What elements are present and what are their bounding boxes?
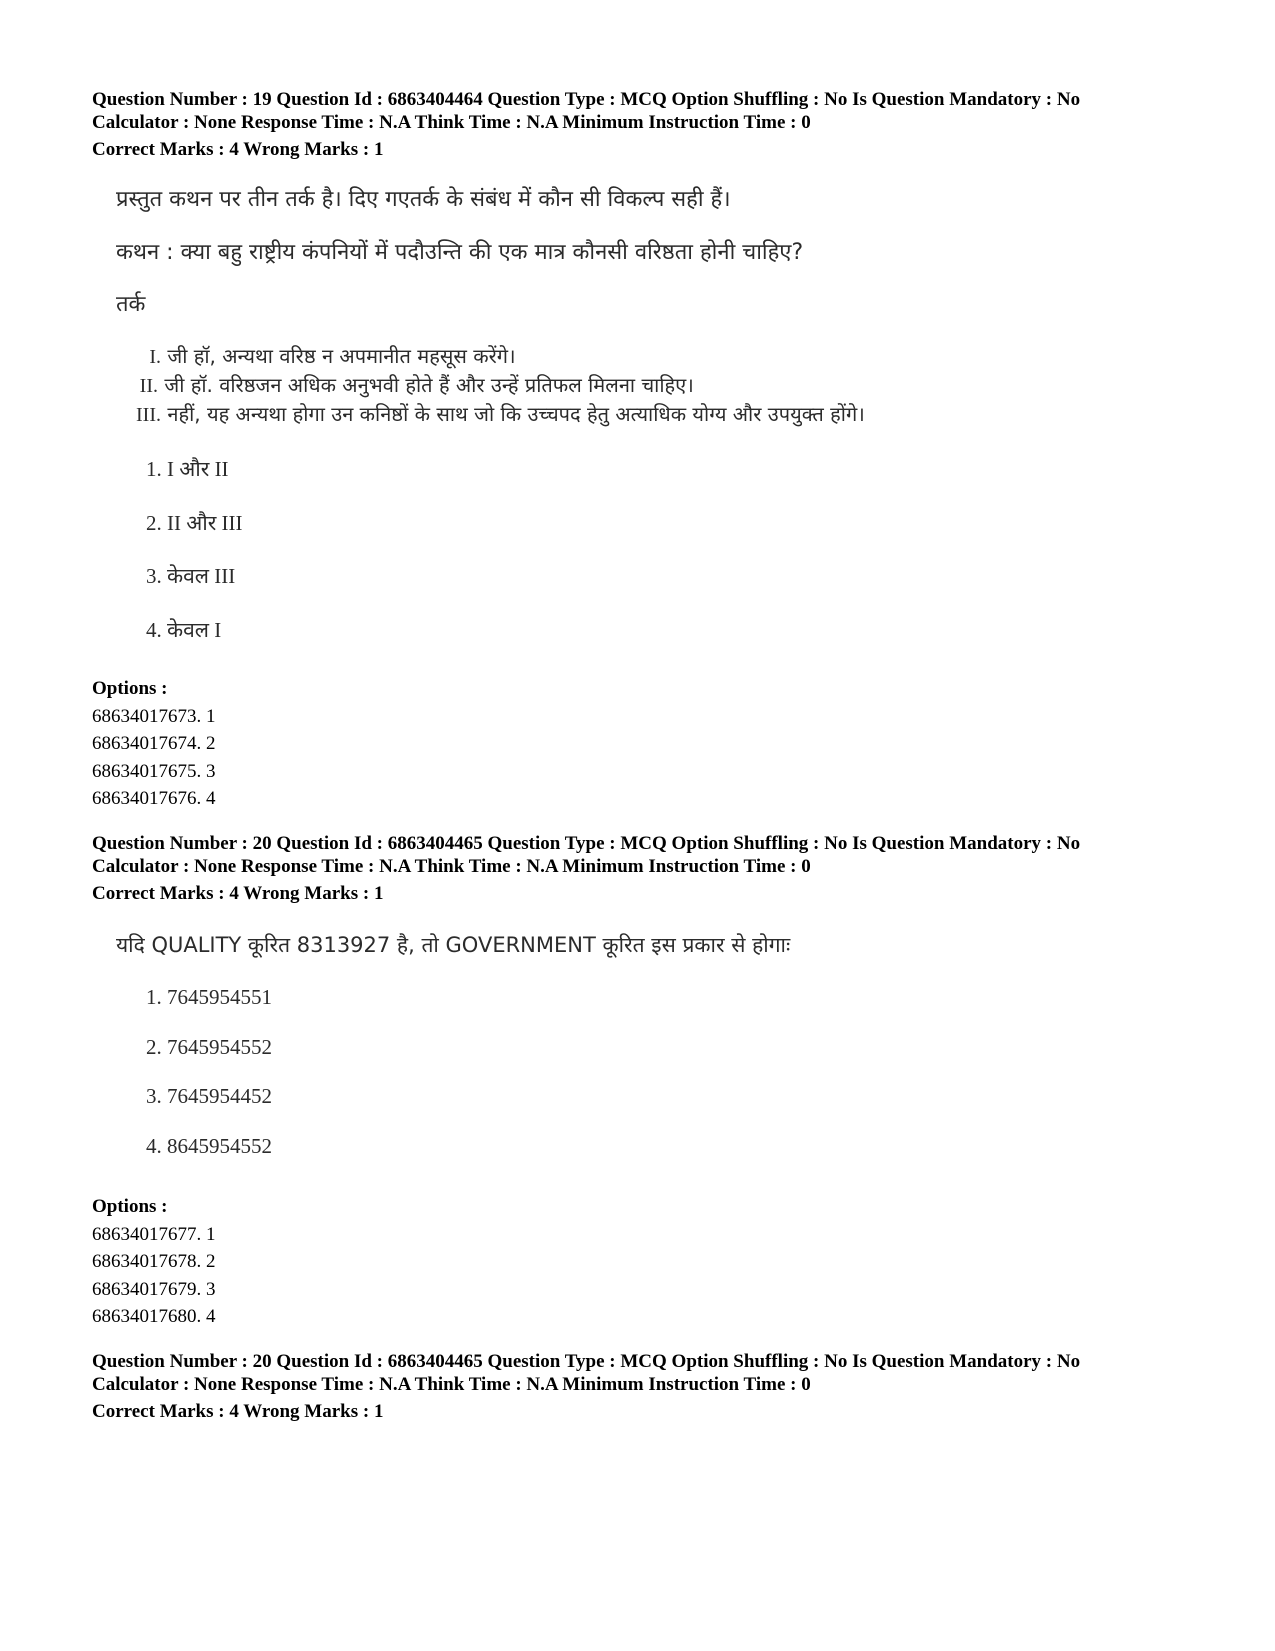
argument-number: I. (149, 346, 161, 368)
answer-choice-1: 1. I और II (146, 457, 229, 481)
question-body (116, 185, 1116, 655)
question-intro: प्रस्तुत कथन पर तीन तर्क है। दिए गएतर्क के संबंध में कौन सी विकल्प सही हैं। (116, 187, 731, 212)
option-item: 68634017676. 4 (92, 788, 216, 809)
options-title: Options : (92, 678, 168, 699)
marks-line: Correct Marks : 4 Wrong Marks : 1 (92, 139, 384, 160)
question-meta (92, 88, 1212, 161)
question-settings-line: Calculator : None Response Time : N.A Think Time : N.A Minimum Instruction Time : 0 (92, 112, 811, 133)
option-item: 68634017679. 3 (92, 1278, 216, 1300)
question-header-line: Question Number : 20 Question Id : 6863404465 Question Type : MCQ Option Shuffling : No Is Question Mandatory : No (92, 833, 1081, 854)
answer-choice-4: 4. केवल I (146, 618, 222, 642)
options-list (92, 1193, 216, 1331)
options-title: Options : (92, 1196, 168, 1217)
answer-choice-2: 2. II और III (146, 511, 243, 535)
question-statement: कथन : क्या बहु राष्ट्रीय कंपनियों में पदौउन्ति की एक मात्र कौनसी वरिष्ठता होनी चाहिए? (116, 240, 804, 265)
answer-choice-3: 3. 7645954452 (146, 1084, 272, 1108)
option-item: 68634017673. 1 (92, 705, 216, 727)
argument-item (116, 400, 865, 429)
argument-number: III. (136, 404, 161, 426)
option-item: 68634017678. 2 (92, 1251, 216, 1272)
options-list (92, 675, 216, 813)
answer-choice-4: 4. 8645954552 (146, 1134, 272, 1158)
argument-text: जी हॉ. वरिष्ठजन अधिक अनुभवी होते हैं और उन्हें प्रतिफल मिलना चाहिए। (164, 373, 694, 397)
question-header-line: Question Number : 20 Question Id : 6863404465 Question Type : MCQ Option Shuffling : No Is Question Mandatory : No (92, 1351, 1081, 1372)
question-settings-line: Calculator : None Response Time : N.A Think Time : N.A Minimum Instruction Time : 0 (92, 856, 811, 877)
question-body (116, 930, 1116, 1180)
question-header-line: Question Number : 19 Question Id : 6863404464 Question Type : MCQ Option Shuffling : No Is Question Mandatory : No (92, 89, 1081, 110)
argument-number: II. (139, 375, 158, 397)
marks-line: Correct Marks : 4 Wrong Marks : 1 (92, 1401, 384, 1422)
option-item: 68634017677. 1 (92, 1223, 216, 1245)
option-item: 68634017675. 3 (92, 760, 216, 782)
question-settings-line: Calculator : None Response Time : N.A Think Time : N.A Minimum Instruction Time : 0 (92, 1374, 811, 1395)
question-meta (92, 1350, 1212, 1423)
answer-choice-3: 3. केवल III (146, 564, 236, 588)
marks-line: Correct Marks : 4 Wrong Marks : 1 (92, 883, 384, 904)
argument-item (116, 371, 694, 400)
option-item: 68634017680. 4 (92, 1306, 216, 1327)
answer-choice-2: 2. 7645954552 (146, 1035, 272, 1059)
answer-choice-1: 1. 7645954551 (146, 985, 272, 1009)
question-intro: यदि QUALITY कूरित 8313927 है, तो GOVERNMENT कूरित इस प्रकार से होगाः (116, 933, 791, 957)
question-meta (92, 832, 1212, 905)
option-item: 68634017674. 2 (92, 733, 216, 754)
argument-item (116, 342, 516, 371)
arguments-heading: तर्क (116, 292, 146, 317)
argument-text: जी हॉ, अन्यथा वरिष्ठ न अपमानीत महसूस करेंगे। (167, 344, 516, 368)
argument-text: नहीं, यह अन्यथा होगा उन कनिष्ठों के साथ जो कि उच्चपद हेतु अत्याधिक योग्य और उपयुक्त होंगे। (167, 402, 865, 426)
